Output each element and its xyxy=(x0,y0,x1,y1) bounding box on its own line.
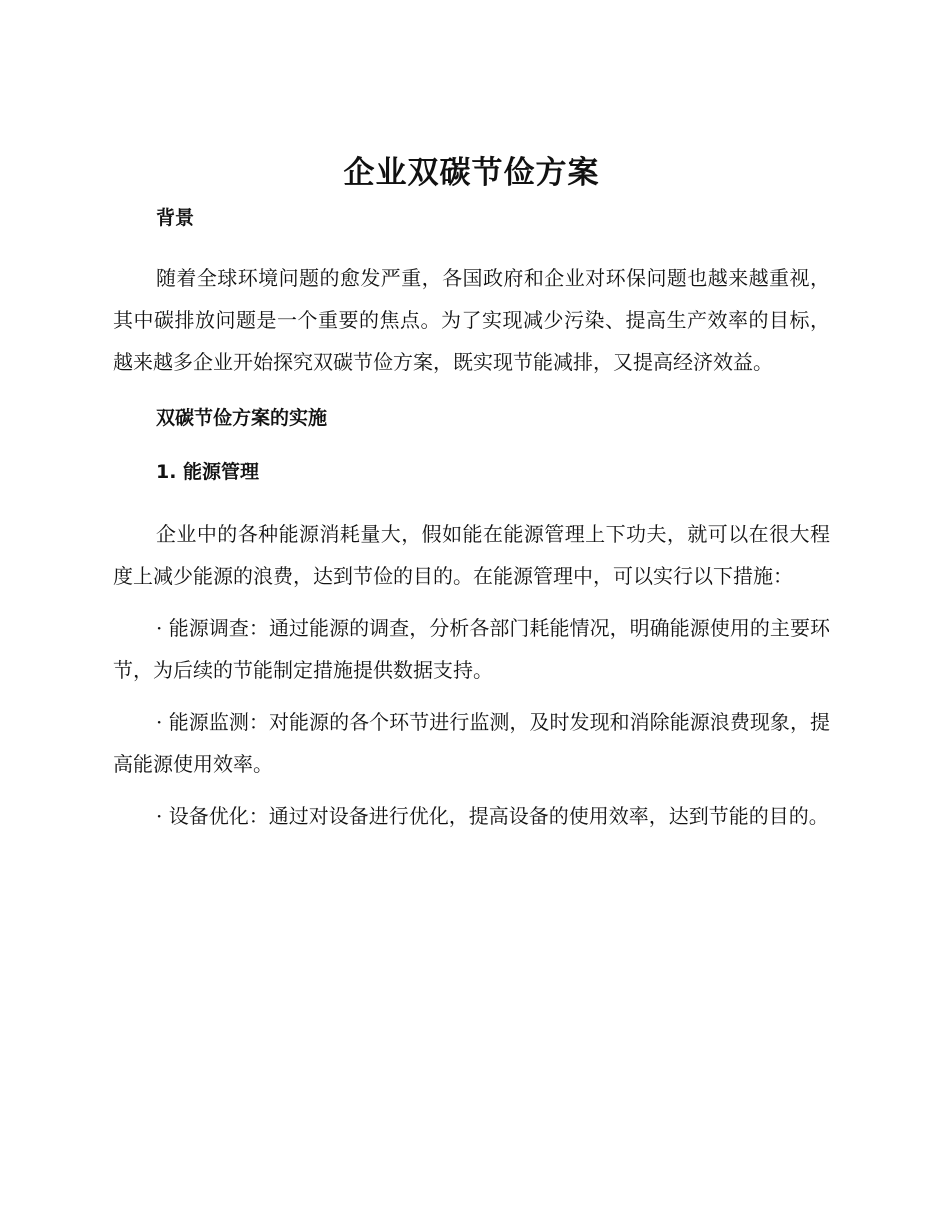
document-content xyxy=(113,148,830,837)
section-heading-implementation: 双碳节俭方案的实施 xyxy=(156,407,328,429)
subsection-heading-energy: 1. 能源管理 xyxy=(156,461,260,483)
document-title: 企业双碳节俭方案 xyxy=(343,155,600,191)
section-heading-background: 背景 xyxy=(156,207,195,229)
background-paragraph: 随着全球环境问题的愈发严重，各国政府和企业对环保问题也越来越重视，其中碳排放问题是一个重要的焦点。为了实现减少污染、提高生产效率的目标，越来越多企业开始探究双碳节俭方案，既实现节能减排，又提高经济效益。 xyxy=(113,266,830,374)
energy-paragraph: 企业中的各种能源消耗量大，假如能在能源管理上下功夫，就可以在很大程度上减少能源的浪费，达到节俭的目的。在能源管理中，可以实行以下措施： xyxy=(113,522,830,588)
bullet-item: · 能源调查：通过能源的调查，分析各部门耗能情况，明确能源使用的主要环节，为后续的节能制定措施提供数据支持。 xyxy=(113,616,830,682)
bullet-item: · 设备优化：通过对设备进行优化，提高设备的使用效率，达到节能的目的。 xyxy=(156,804,829,828)
bullet-item: · 能源监测：对能源的各个环节进行监测，及时发现和消除能源浪费现象，提高能源使用效率。 xyxy=(113,710,830,776)
